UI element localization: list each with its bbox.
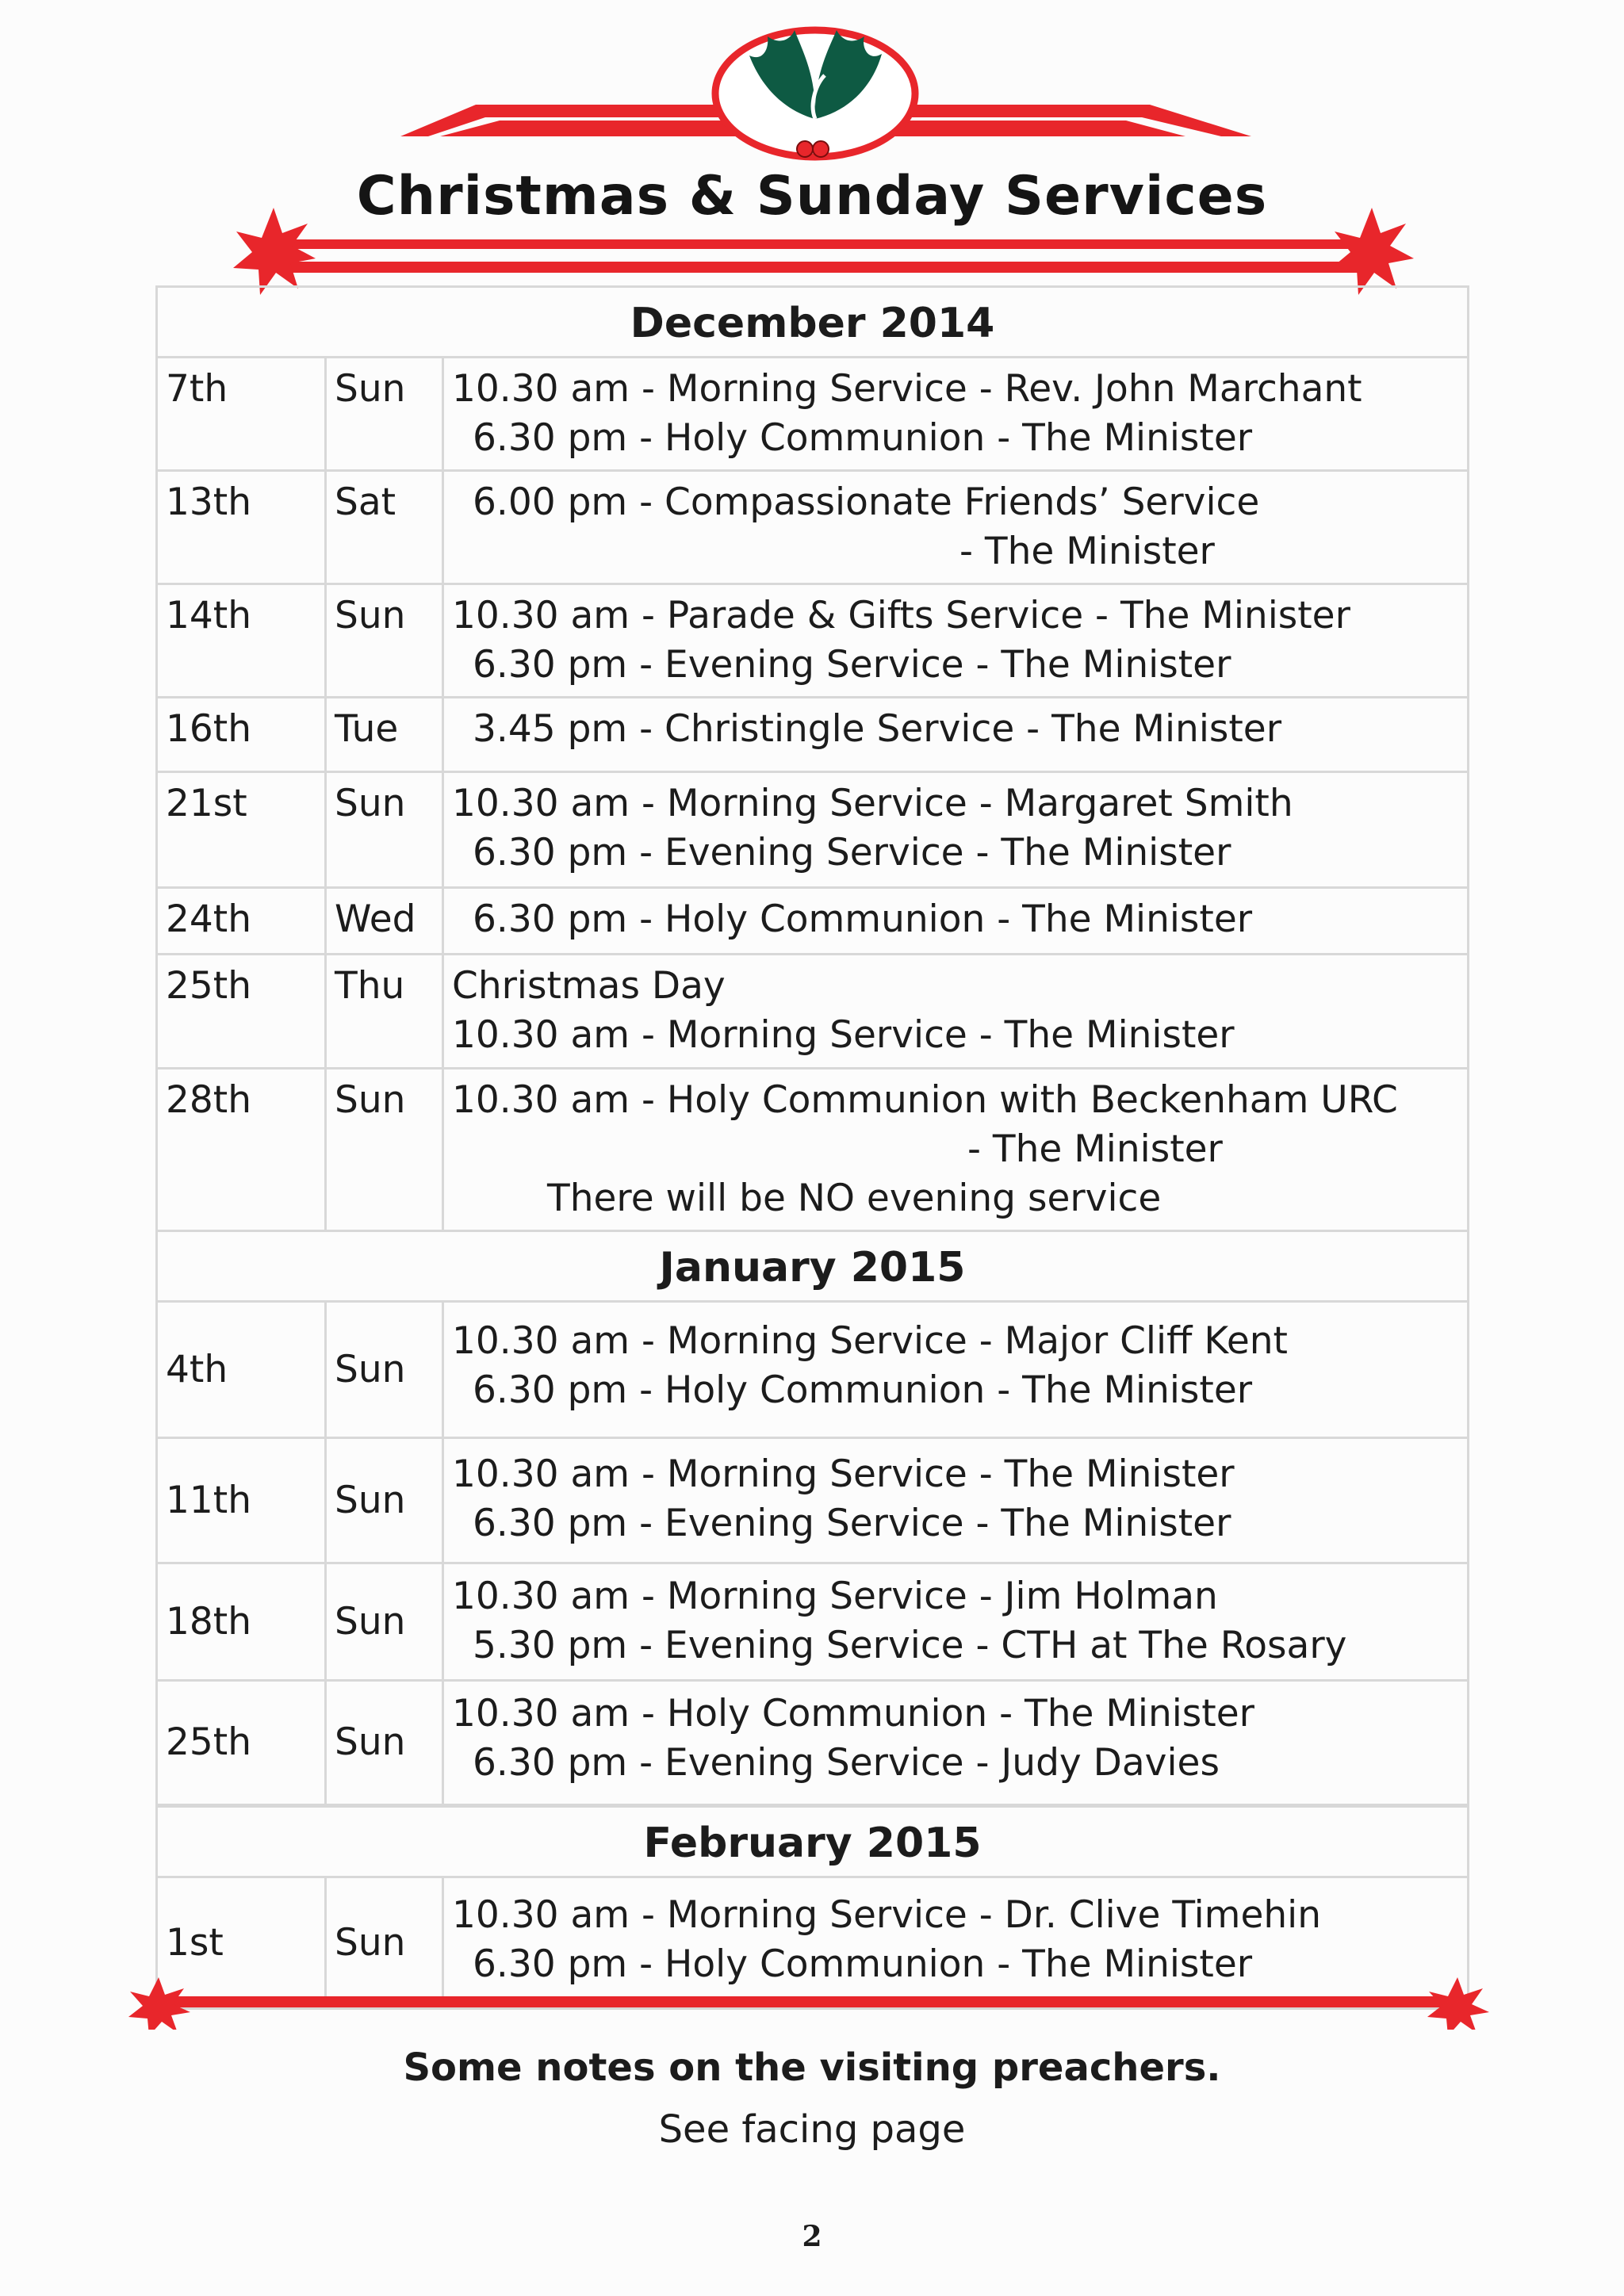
day-cell: Wed: [326, 888, 443, 955]
service-line: 10.30 am - Morning Service - Margaret Smith: [452, 782, 1293, 825]
header-stripe-left-inner: [440, 121, 737, 136]
service-line: 6.30 pm - Holy Communion - The Minister: [473, 1368, 1253, 1412]
table-row: [157, 698, 1469, 772]
service-cell: [443, 955, 1469, 1069]
service-line: 6.30 pm - Holy Communion - The Minister: [473, 1942, 1253, 1986]
service-line: - The Minister: [967, 1127, 1223, 1171]
day-cell: Sun: [326, 1563, 443, 1681]
table-row: [157, 471, 1469, 584]
service-line: Christmas Day: [452, 964, 726, 1008]
service-line: 6.30 pm - Holy Communion - The Minister: [473, 897, 1253, 941]
table-row: [157, 1438, 1469, 1563]
service-line: 3.45 pm - Christingle Service - The Minister: [473, 707, 1282, 751]
service-line: - The Minister: [959, 530, 1215, 573]
service-line: 10.30 am - Holy Communion - The Minister: [452, 1692, 1254, 1735]
service-cell: [443, 698, 1469, 772]
service-line: 10.30 am - Morning Service - The Minister: [452, 1452, 1235, 1496]
date-cell: 7th: [157, 358, 326, 471]
service-cell: [443, 1069, 1469, 1231]
service-cell: [443, 358, 1469, 471]
service-cell: [443, 1302, 1469, 1438]
month-header-row: [157, 287, 1469, 358]
month-header-row: [157, 1806, 1469, 1877]
month-title: January 2015: [157, 1231, 1469, 1302]
table-row: [157, 358, 1469, 471]
day-cell: Thu: [326, 955, 443, 1069]
date-cell: 28th: [157, 1069, 326, 1231]
date-cell: 11th: [157, 1438, 326, 1563]
service-line: 10.30 am - Morning Service - Dr. Clive Timehin: [452, 1893, 1322, 1937]
service-line: 6.30 pm - Evening Service - The Minister: [473, 1502, 1231, 1545]
day-cell: Sun: [326, 1681, 443, 1806]
service-line: 10.30 am - Holy Communion with Beckenham URC: [452, 1078, 1398, 1122]
header-stripe-right-inner: [888, 121, 1185, 136]
day-cell: Sat: [326, 471, 443, 584]
month-title: December 2014: [157, 287, 1469, 358]
page-number: 2: [802, 2220, 822, 2253]
service-line: 10.30 am - Morning Service - The Minister: [452, 1013, 1235, 1057]
header-decoration: [0, 0, 1624, 301]
service-cell: [443, 471, 1469, 584]
service-cell: [443, 1438, 1469, 1563]
date-cell: 4th: [157, 1302, 326, 1438]
month-title: February 2015: [157, 1806, 1469, 1877]
date-cell: 25th: [157, 1681, 326, 1806]
day-cell: Sun: [326, 358, 443, 471]
day-cell: Sun: [326, 1302, 443, 1438]
service-line: 6.30 pm - Evening Service - The Minister: [473, 831, 1231, 874]
day-cell: Sun: [326, 1069, 443, 1231]
table-row: [157, 1302, 1469, 1438]
service-cell: [443, 584, 1469, 698]
title-rule-bottom: [278, 262, 1380, 273]
day-cell: Tue: [326, 698, 443, 772]
table-row: [157, 772, 1469, 888]
notes-subtext: See facing page: [658, 2107, 966, 2152]
day-cell: Sun: [326, 584, 443, 698]
service-cell: [443, 1681, 1469, 1806]
service-cell: [443, 1563, 1469, 1681]
date-cell: 25th: [157, 955, 326, 1069]
footer-rule: [159, 1996, 1459, 2007]
table-row: [157, 1563, 1469, 1681]
service-line: 5.30 pm - Evening Service - CTH at The Rosary: [473, 1624, 1347, 1667]
date-cell: 24th: [157, 888, 326, 955]
date-cell: 21st: [157, 772, 326, 888]
day-cell: Sun: [326, 1438, 443, 1563]
date-cell: 16th: [157, 698, 326, 772]
holly-leaf-icon: [715, 30, 915, 157]
service-line: 6.30 pm - Evening Service - Judy Davies: [473, 1741, 1220, 1785]
table-row: [157, 1681, 1469, 1806]
date-cell: 18th: [157, 1563, 326, 1681]
table-row: [157, 955, 1469, 1069]
service-line: 10.30 am - Parade & Gifts Service - The Minister: [452, 594, 1350, 637]
date-cell: 1st: [157, 1877, 326, 2009]
service-line: 6.30 pm - Evening Service - The Minister: [473, 643, 1231, 687]
date-cell: 14th: [157, 584, 326, 698]
day-cell: Sun: [326, 1877, 443, 2009]
month-header-row: [157, 1231, 1469, 1302]
footer-decoration: [0, 1974, 1624, 2030]
title-rule-top: [278, 239, 1380, 249]
service-line: There will be NO evening service: [547, 1177, 1162, 1220]
services-table: [155, 285, 1469, 2010]
page-title: Christmas & Sunday Services: [356, 165, 1268, 228]
notes-heading: Some notes on the visiting preachers.: [403, 2045, 1221, 2090]
service-line: 10.30 am - Morning Service - Major Cliff Kent: [452, 1319, 1288, 1363]
service-line: 10.30 am - Morning Service - Rev. John Marchant: [452, 367, 1362, 411]
service-cell: [443, 772, 1469, 888]
table-row: [157, 1069, 1469, 1231]
service-line: 6.30 pm - Holy Communion - The Minister: [473, 416, 1253, 460]
date-cell: 13th: [157, 471, 326, 584]
service-line: 6.00 pm - Compassionate Friends’ Service: [473, 480, 1260, 524]
day-cell: Sun: [326, 772, 443, 888]
service-line: 10.30 am - Morning Service - Jim Holman: [452, 1575, 1218, 1618]
table-row: [157, 888, 1469, 955]
service-cell: [443, 888, 1469, 955]
table-row: [157, 584, 1469, 698]
